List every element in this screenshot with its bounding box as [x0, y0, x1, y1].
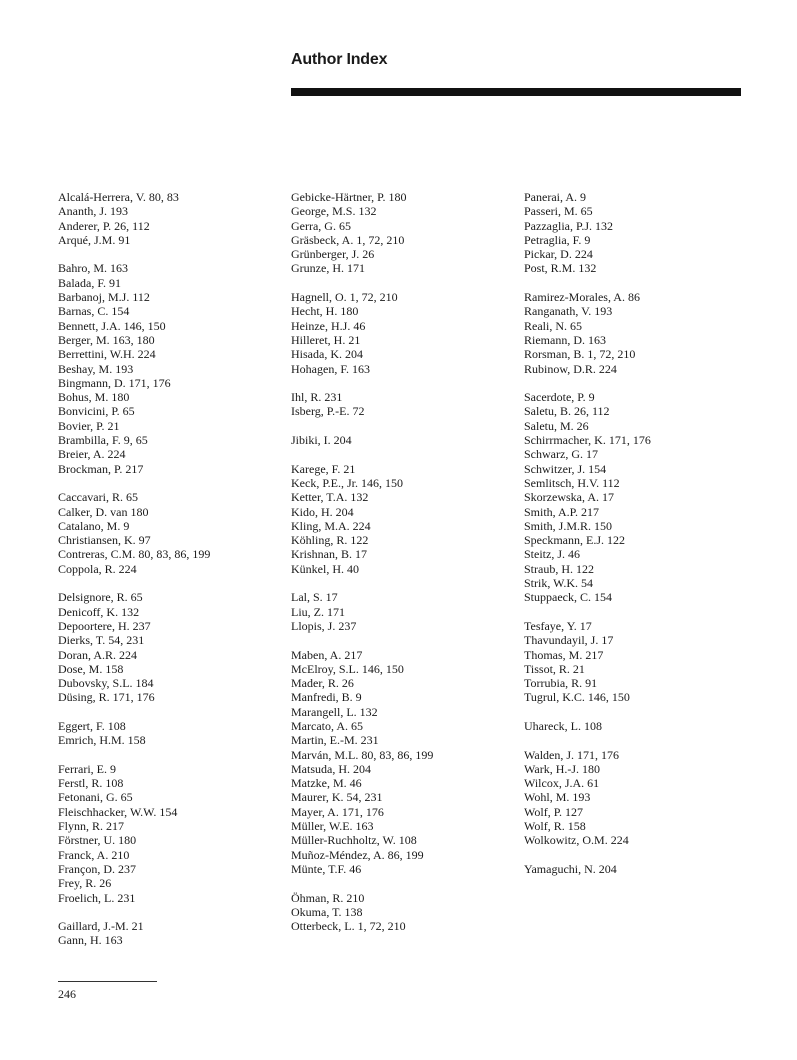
index-entry: Saletu, B. 26, 112 [524, 404, 610, 419]
index-entry: Krishnan, B. 17 [291, 547, 367, 562]
index-entry: Smith, J.M.R. 150 [524, 518, 613, 533]
index-entry: Tesfaye, Y. 17 [524, 618, 592, 633]
index-entry: Petraglia, F. 9 [524, 232, 591, 247]
index-entry: Gerra, G. 65 [291, 218, 351, 233]
index-entry: Marcato, A. 65 [291, 718, 363, 733]
index-entry: Wolkowitz, O.M. 224 [524, 833, 629, 848]
index-entry: Matzke, M. 46 [291, 776, 362, 791]
index-entry: Matsuda, H. 204 [291, 761, 371, 776]
index-entry: Bahro, M. 163 [58, 261, 128, 276]
index-entry: Schirrmacher, K. 171, 176 [524, 433, 651, 448]
index-entry: Barnas, C. 154 [58, 304, 130, 319]
index-entry: Muñoz-Méndez, A. 86, 199 [291, 847, 424, 862]
letter-group [524, 862, 754, 876]
letter-group [58, 719, 288, 748]
index-entry: Köhling, R. 122 [291, 533, 369, 548]
index-entry: Passeri, M. 65 [524, 204, 593, 219]
title-rule [291, 88, 741, 96]
index-entry: Fleischhacker, W.W. 154 [58, 804, 178, 819]
index-entry: Lal, S. 17 [291, 590, 338, 605]
index-entry: Yamaguchi, N. 204 [524, 861, 617, 876]
index-entry: Depoortere, H. 237 [58, 618, 151, 633]
index-entry: Steitz, J. 46 [524, 547, 580, 562]
index-entry: Calker, D. van 180 [58, 504, 149, 519]
index-entry: Smith, A.P. 217 [524, 504, 600, 519]
index-entry: Bingmann, D. 171, 176 [58, 375, 171, 390]
index-entry: Tugrul, K.C. 146, 150 [524, 690, 630, 705]
index-entry: Caccavari, R. 65 [58, 490, 138, 505]
index-entry: Wark, H.-J. 180 [524, 761, 601, 776]
letter-group [291, 891, 521, 934]
index-entry: Coppola, R. 224 [58, 561, 137, 576]
index-entry: Künkel, H. 40 [291, 561, 359, 576]
index-entry: Uhareck, L. 108 [524, 718, 602, 733]
index-entry: Walden, J. 171, 176 [524, 747, 620, 762]
index-entry: Gebicke-Härtner, P. 180 [291, 190, 407, 204]
index-entry: Tissot, R. 21 [524, 661, 585, 676]
index-entry: Dose, M. 158 [58, 661, 124, 676]
page-title: Author Index [291, 51, 388, 68]
index-entry: Anderer, P. 26, 112 [58, 218, 150, 233]
index-entry: Pazzaglia, P.J. 132 [524, 218, 613, 233]
index-entry: Reali, N. 65 [524, 318, 582, 333]
index-entry: Semlitsch, H.V. 112 [524, 475, 620, 490]
index-entry: Hohagen, F. 163 [291, 361, 371, 376]
index-entry: Brockman, P. 217 [58, 461, 144, 476]
index-entry: Torrubia, R. 91 [524, 676, 598, 691]
index-entry: Thomas, M. 217 [524, 647, 604, 662]
index-entry: Catalano, M. 9 [58, 518, 130, 533]
index-entry: Kido, H. 204 [291, 504, 354, 519]
index-entry: Stuppaeck, C. 154 [524, 590, 612, 605]
index-entry: Wolf, P. 127 [524, 804, 584, 819]
letter-group [524, 390, 754, 604]
index-entry: Frey, R. 26 [58, 876, 112, 891]
index-entry: Rorsman, B. 1, 72, 210 [524, 347, 636, 362]
index-entry: Bovier, P. 21 [58, 418, 120, 433]
letter-group [291, 590, 521, 633]
index-entry: McElroy, S.L. 146, 150 [291, 661, 404, 676]
index-entry: Barbanoj, M.J. 112 [58, 290, 150, 305]
letter-group [291, 390, 521, 419]
index-entry: Post, R.M. 132 [524, 261, 597, 276]
index-entry: Breier, A. 224 [58, 447, 126, 462]
index-entry: Françon, D. 237 [58, 861, 136, 876]
index-entry: Contreras, C.M. 80, 83, 86, 199 [58, 547, 211, 562]
index-entry: Schwarz, G. 17 [524, 447, 598, 462]
index-entry: Keck, P.E., Jr. 146, 150 [291, 475, 403, 490]
index-entry: Otterbeck, L. 1, 72, 210 [291, 919, 406, 934]
index-entry: Karege, F. 21 [291, 461, 356, 476]
index-entry: Ihl, R. 231 [291, 390, 343, 405]
index-entry: Bonvicini, P. 65 [58, 404, 135, 419]
index-entry: Berrettini, W.H. 224 [58, 347, 156, 362]
index-column-1 [58, 190, 288, 962]
index-entry: Gaillard, J.-M. 21 [58, 919, 144, 934]
index-entry: Isberg, P.-E. 72 [291, 404, 365, 419]
letter-group [524, 748, 754, 848]
letter-group [58, 590, 288, 704]
index-entry: Straub, H. 122 [524, 561, 594, 576]
letter-group [291, 290, 521, 376]
index-entry: Emrich, H.M. 158 [58, 733, 146, 748]
index-entry: Arqué, J.M. 91 [58, 232, 131, 247]
index-entry: Gräsbeck, A. 1, 72, 210 [291, 232, 405, 247]
index-entry: Ferrari, E. 9 [58, 761, 116, 776]
letter-group [524, 190, 754, 276]
index-entry: Saletu, M. 26 [524, 418, 589, 433]
index-entry: Maurer, K. 54, 231 [291, 790, 383, 805]
index-entry: Maben, A. 217 [291, 647, 363, 662]
index-entry: Wohl, M. 193 [524, 790, 591, 805]
letter-group [524, 719, 754, 733]
index-entry: Marván, M.L. 80, 83, 86, 199 [291, 747, 434, 762]
letter-group [291, 190, 521, 276]
index-entry: Fetonani, G. 65 [58, 790, 133, 805]
letter-group [58, 490, 288, 576]
index-entry: Münte, T.F. 46 [291, 861, 362, 876]
index-entry: Bennett, J.A. 146, 150 [58, 318, 166, 333]
index-entry: Müller-Ruchholtz, W. 108 [291, 833, 417, 848]
index-entry: Strik, W.K. 54 [524, 576, 594, 591]
index-entry: Jibiki, I. 204 [291, 433, 352, 448]
index-entry: Skorzewska, A. 17 [524, 490, 614, 505]
index-entry: Berger, M. 163, 180 [58, 332, 155, 347]
letter-group [524, 619, 754, 705]
index-entry: Panerai, A. 9 [524, 190, 586, 204]
index-entry: Förstner, U. 180 [58, 833, 137, 848]
index-entry: Doran, A.R. 224 [58, 647, 137, 662]
index-entry: Kling, M.A. 224 [291, 518, 371, 533]
index-entry: Rubinow, D.R. 224 [524, 361, 617, 376]
index-entry: Delsignore, R. 65 [58, 590, 143, 605]
index-entry: Flynn, R. 217 [58, 819, 125, 834]
index-entry: Müller, W.E. 163 [291, 819, 374, 834]
index-entry: Ramirez-Morales, A. 86 [524, 290, 640, 305]
index-entry: Balada, F. 91 [58, 275, 122, 290]
index-entry: Liu, Z. 171 [291, 604, 345, 619]
index-entry: Martin, E.-M. 231 [291, 733, 379, 748]
index-entry: Dierks, T. 54, 231 [58, 633, 145, 648]
index-entry: Brambilla, F. 9, 65 [58, 433, 148, 448]
index-entry: Speckmann, E.J. 122 [524, 533, 625, 548]
index-entry: Christiansen, K. 97 [58, 533, 151, 548]
index-entry: Gann, H. 163 [58, 933, 123, 948]
index-entry: Beshay, M. 193 [58, 361, 134, 376]
index-entry: Ranganath, V. 193 [524, 304, 613, 319]
index-entry: Wilcox, J.A. 61 [524, 776, 600, 791]
letter-group [291, 433, 521, 447]
index-column-3 [524, 190, 754, 891]
letter-group [58, 919, 288, 948]
index-entry: Marangell, L. 132 [291, 704, 378, 719]
index-entry: Eggert, F. 108 [58, 718, 126, 733]
index-entry: Thavundayil, J. 17 [524, 633, 614, 648]
index-entry: Ketter, T.A. 132 [291, 490, 369, 505]
letter-group [58, 762, 288, 905]
footer-rule [58, 981, 157, 982]
letter-group [58, 190, 288, 247]
letter-group [291, 462, 521, 576]
letter-group [524, 290, 754, 376]
index-entry: Hisada, K. 204 [291, 347, 363, 362]
index-entry: Sacerdote, P. 9 [524, 390, 595, 405]
index-entry: Hilleret, H. 21 [291, 332, 361, 347]
index-entry: Ferstl, R. 108 [58, 776, 124, 791]
index-entry: Grunze, H. 171 [291, 261, 365, 276]
index-entry: Bohus, M. 180 [58, 390, 130, 405]
letter-group [291, 648, 521, 877]
index-entry: Schwitzer, J. 154 [524, 461, 607, 476]
index-entry: Franck, A. 210 [58, 847, 130, 862]
index-entry: Öhman, R. 210 [291, 890, 365, 905]
index-entry: George, M.S. 132 [291, 204, 377, 219]
index-column-2 [291, 190, 521, 948]
index-entry: Mayer, A. 171, 176 [291, 804, 384, 819]
index-entry: Manfredi, B. 9 [291, 690, 362, 705]
index-entry: Düsing, R. 171, 176 [58, 690, 155, 705]
letter-group [58, 261, 288, 475]
index-entry: Mader, R. 26 [291, 676, 354, 691]
index-entry: Wolf, R. 158 [524, 819, 586, 834]
index-entry: Denicoff, K. 132 [58, 604, 140, 619]
index-entry: Froelich, L. 231 [58, 890, 136, 905]
page-number: 246 [58, 987, 76, 1001]
index-entry: Hecht, H. 180 [291, 304, 359, 319]
index-entry: Riemann, D. 163 [524, 332, 606, 347]
index-entry: Heinze, H.J. 46 [291, 318, 366, 333]
index-entry: Okuma, T. 138 [291, 904, 363, 919]
index-entry: Hagnell, O. 1, 72, 210 [291, 290, 398, 305]
index-entry: Pickar, D. 224 [524, 247, 593, 262]
index-entry: Grünberger, J. 26 [291, 247, 375, 262]
index-entry: Llopis, J. 237 [291, 618, 357, 633]
index-entry: Dubovsky, S.L. 184 [58, 676, 154, 691]
index-entry: Alcalá-Herrera, V. 80, 83 [58, 190, 179, 204]
index-entry: Ananth, J. 193 [58, 204, 128, 219]
